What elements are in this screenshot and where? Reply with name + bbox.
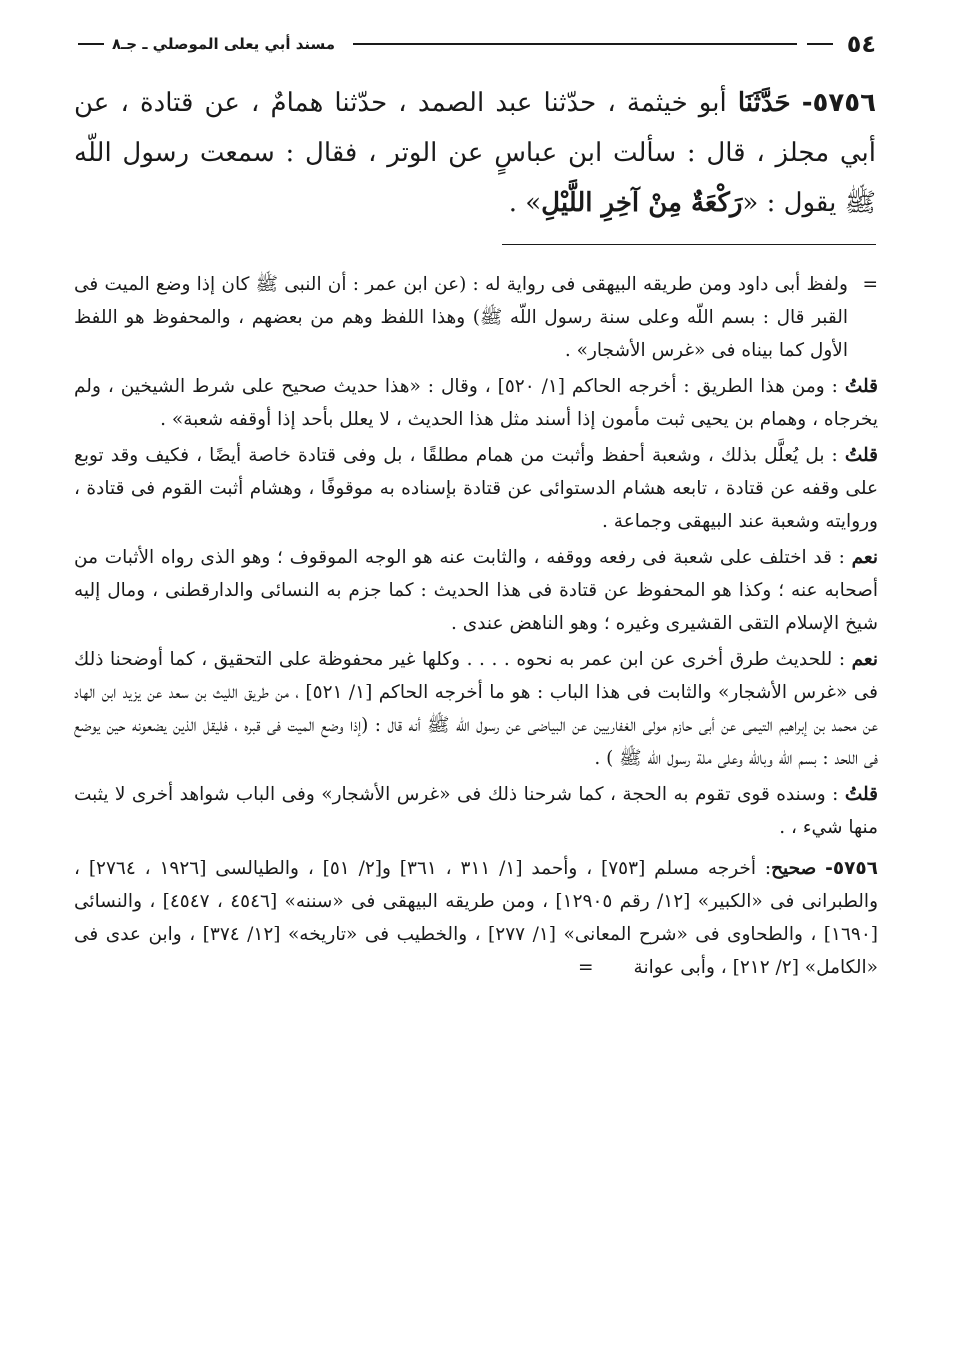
continuation-marker: = [862,274,878,295]
grading-label: صحيح [771,858,817,879]
takhrij-text: : أخرجه مسلم [٧٥٣] ، وأحمد [١/ ٣١١ ، ٣٦١] و[٢/ ٥١] ، والطيالسى [١٩٢٦ ، ٢٧٦٤] ، والطبرانى فى «الكبير» [١٢/ رقم ١٢٩٠٥] ، ومن طريقه البيهقى فى «سننه» [٤٥٤٦ ، ٤٥٤٧] ، والنسائى [١٦٩٠] ، والطحاوى فى «شرح المعانى» [١/ ٢٧٧] ، والخطيب فى «تاريخه» [١٢/ ٣٧٤] ، وابن عدى فى «الكامل» [٢/ ٢١٢] ، وأبى عوانة [74,858,879,978]
keyword-naam: نعم [851,649,879,670]
footnote-text: : ومن هذا الطريق : أخرجه الحاكم [١/ ٥٢٠] ، وقال : «هذا حديث صحيح على شرط الشيخين ، ولم يخرجاه ، وهمام بن يحيى ثبت مأمون إذا أسند مثل هذا الحديث ، لا يعلل بأحد إذا أوقفه شعبة» . [74,376,878,430]
footnote-paragraph [74,439,878,538]
keyword-qultu: قلتُ [844,376,878,397]
footnote-paragraph [74,541,878,640]
hadith-lead: حَدَّثَنَا [737,88,791,118]
page-header [78,26,876,62]
running-title: مسند أبي يعلى الموصلي ـ جـ٨ [112,35,336,53]
takhrij-paragraph [74,852,878,984]
keyword-naam: نعم [851,547,878,568]
footnote-text: : للحديث طرق أخرى عن ابن عمر به نحوه . . . . وكلها غير محفوظة على التحقيق ، كما أوضحنا ذلك فى «غرس الأشجار» والثابت فى هذا الباب : هو ما أخرجه الحاكم [١/ ٥٢١] ، من طريق الليث بن سعد عن يزيد ابن الهاد عن محمد بن إبراهيم التيمى عن أبى حازم مولى الغفاريين عن البياضى عن رسول اللّه ﷺ أنه قال : (إذا وضع الميت فى قبره ، فليقل الذين يضعونه حين يوضع فى اللحد : بسم اللّه وباللّه وعلى ملة رسول اللّه ﷺ ) . [74,649,878,769]
header-dash-right [807,43,833,45]
footnote-paragraph [74,268,878,367]
footnote-separator [502,244,876,245]
hadith-matn: رَكْعَةٌ مِنْ آخِرِ اللَّيْلِ [541,188,743,218]
header-dash-left [78,43,104,45]
footnote-paragraph [74,370,878,436]
keyword-qultu: قلتُ [844,445,878,466]
page-number: ٥٤ [846,30,876,58]
keyword-qultu: قلتُ [844,784,878,805]
footnote-text: : وسنده قوى تقوم به الحجة ، كما شرحنا ذلك فى «غرس الأشجار» وفى الباب شواهد أخرى لا يثبت منها شيء ، . [74,784,878,838]
footnote-text: : بل يُعلَّل بذلك ، وشعبة أحفظ وأثبت من همام مطلقًا ، بل وفى قتادة خاصة أيضًا ، فكيف وقد توبع على وقفه عن قتادة ، تابعه هشام الدستوائى عن قتادة بإسناده به موقوفًا ، وهشام أثبت القوم فى قتادة ، وروايته وشعبة عند البيهقى وجماعة . [74,445,878,532]
continuation-marker-end: = [578,957,594,978]
footnote-text: : قد اختلف على شعبة فى رفعه ووقفه ، والثابت عنه هو الوجه الموقوف ؛ وهو الذى رواه الأثبات من أصحابه عنه ؛ وكذا هو المحفوظ عن قتادة فى هذا الحديث : كما جزم به النسائى والدارقطنى ، ومال إليه شيخ الإسلام التقى القشيرى وغيره ؛ وهو الناهض عندى . [74,547,878,634]
footnote-text: ولفظ أبى داود ومن طريقه البيهقى فى رواية له : (عن ابن عمر : أن النبى ﷺ كان إذا وضع الميت فى القبر قال : بسم اللّه وعلى سنة رسول اللّه ﷺ) وهذا اللفظ وهم من بعضهم ، والمحفوظ هو اللفظ الأول كما بيناه فى «غرس الأشجار» . [74,274,848,361]
header-rule [353,43,797,45]
footnote-paragraph [74,778,878,844]
takhrij-number: ٥٧٥٦- [825,858,878,879]
hadith-end: » . [508,188,542,218]
hadith-text [74,78,876,228]
hadith-isnad: أبو خيثمة ، حدّثنا عبد الصمد ، حدّثنا همامٌ ، عن قتادة ، عن أبي مجلز ، قال : سألت ابن عباسٍ عن الوتر ، فقال : سمعت رسول اللّه ﷺ يقول : « [74,88,876,218]
hadith-number: ٥٧٥٦- [801,88,877,118]
footnote-paragraph [74,643,878,775]
footnotes [74,268,878,987]
